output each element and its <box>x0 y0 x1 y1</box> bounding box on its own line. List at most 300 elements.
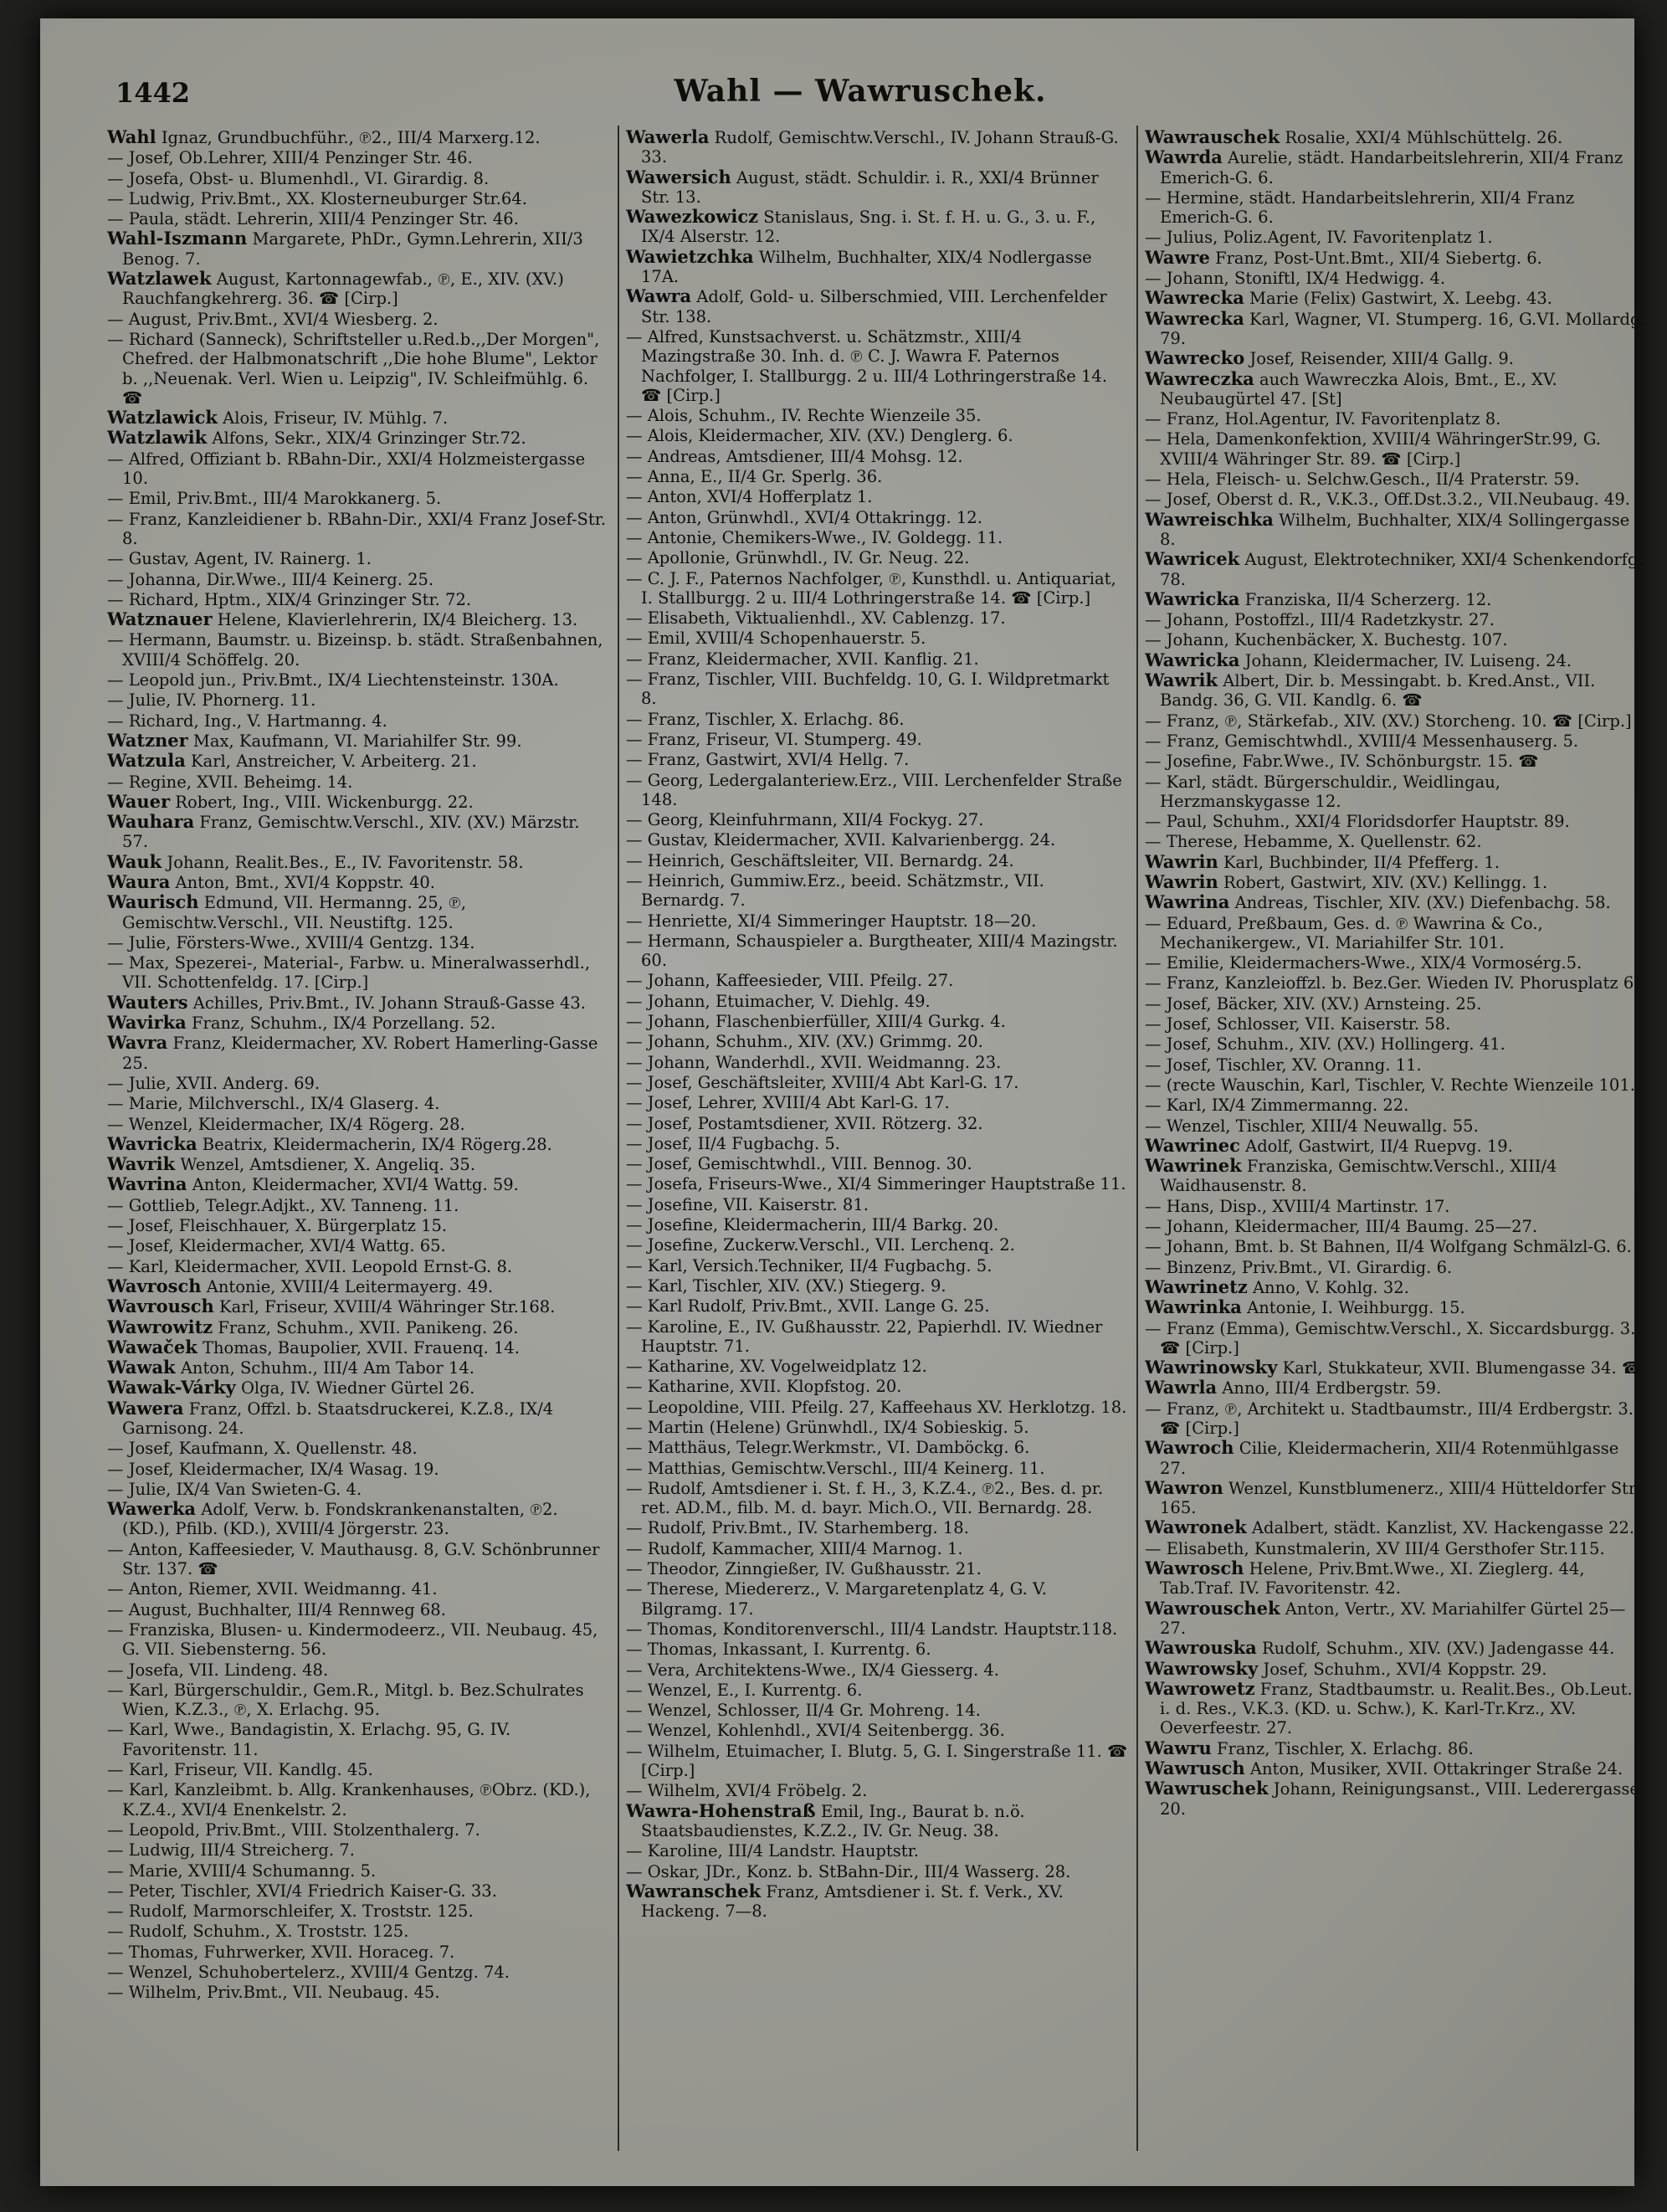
directory-entry <box>1145 549 1647 589</box>
entry-surname: Watznauer <box>107 608 213 630</box>
directory-entry <box>107 509 609 549</box>
entry-details: — Rudolf, Amtsdiener i. St. f. H., 3, K.Z.4., ℗2., Bes. d. pr. ret. AD.M., filb. M. d. bayr. Mich.O., VII. Bernardg. 28. <box>626 1478 1104 1518</box>
entry-surname: Wawrecko <box>1145 347 1245 369</box>
directory-entry <box>107 609 609 629</box>
entry-details: — Josef, Tischler, XV. Oranng. 11. <box>1145 1055 1422 1075</box>
entry-surname: Wawerla <box>626 127 710 147</box>
entry-details: Beatrix, Kleidermacherin, IX/4 Rögerg.28. <box>202 1134 552 1154</box>
directory-entry <box>107 548 609 568</box>
entry-surname: Wavirka <box>107 1012 187 1034</box>
directory-entry <box>626 1660 1128 1680</box>
entry-details: Margarete, PhDr., Gymn.Lehrerin, XII/3 Benog. 7. <box>122 229 583 269</box>
directory-entry <box>626 486 1128 506</box>
entry-details: — Johanna, Dir.Wwe., III/4 Keinerg. 25. <box>107 569 434 589</box>
entry-surname: Wawrowetz <box>1145 1677 1255 1699</box>
directory-entry <box>107 1680 609 1720</box>
entry-details: — Vera, Architektens-Wwe., IX/4 Giesserg. 4. <box>626 1660 999 1680</box>
directory-entry <box>107 690 609 710</box>
entry-details: — Richard, Ing., V. Hartmanng. 4. <box>107 711 387 731</box>
entry-details: Josef, Reisender, XIII/4 Gallg. 9. <box>1249 349 1514 369</box>
entry-surname: Wauer <box>107 790 171 812</box>
entry-surname: Wawrik <box>1145 670 1218 691</box>
directory-entry <box>107 1276 609 1296</box>
entry-details: — Rudolf, Schuhm., X. Troststr. 125. <box>107 1922 409 1942</box>
entry-surname: Wawezkowicz <box>626 206 759 228</box>
entry-details: Karl, Wagner, VI. Stumperg. 16, G.VI. Mollardg. 79. <box>1160 309 1646 348</box>
directory-entry <box>107 629 609 670</box>
directory-entry <box>107 1901 609 1921</box>
entry-surname: Wawrosch <box>1145 1558 1244 1579</box>
entry-details: Ignaz, Grundbuchführ., ℗2., III/4 Marxerg.12. <box>161 128 541 147</box>
directory-entry <box>1145 429 1647 469</box>
entry-details: — Franz, ℗, Architekt u. Stadtbaumstr., III/4 Erdbergstr. 3. ☎ [Cirp.] <box>1145 1399 1634 1438</box>
directory-entry <box>626 1356 1128 1376</box>
directory-entry <box>626 1840 1128 1860</box>
directory-entry <box>626 1680 1128 1700</box>
directory-entry <box>1145 811 1647 831</box>
entry-surname: Wawak <box>107 1357 176 1378</box>
entry-details: — Wenzel, E., I. Kurrentg. 6. <box>626 1680 863 1700</box>
entry-details: — Karl, Tischler, XIV. (XV.) Stiegerg. 9. <box>626 1275 946 1296</box>
entry-details: — Alfred, Offiziant b. RBahn-Dir., XXI/4 Holzmeistergasse 10. <box>107 449 586 489</box>
directory-entry <box>107 1013 609 1033</box>
directory-entry <box>1145 711 1647 731</box>
entry-details: — Richard (Sanneck), Schriftsteller u.Red.b.,,Der Morgen", Chefred. der Halbmonatschrift ,,Die hohe Blume", Lektor b. ,,Neuenak. Verl. Wien u. Leipzig", IV. Schleifmühlg. 6. ☎ <box>107 329 600 408</box>
directory-entry <box>107 1962 609 1982</box>
entry-details: — Emilie, Kleidermachers-Wwe., XIX/4 Vormosérg.5. <box>1145 953 1582 973</box>
directory-entry <box>626 527 1128 547</box>
directory-entry <box>1145 872 1647 892</box>
directory-entry <box>107 1093 609 1113</box>
directory-entry <box>107 1033 609 1073</box>
entry-details: — Apollonie, Grünwhdl., IV. Gr. Neug. 22. <box>626 548 970 568</box>
entry-details: — Johann, Wanderhdl., XVII. Weidmanng. 23. <box>626 1052 1002 1072</box>
entry-surname: Wawreczka <box>1145 367 1254 389</box>
entry-details: — Franz, Gemischtwhdl., XVIII/4 Messenhauserg. 5. <box>1145 731 1579 751</box>
entry-details: — Johann, Postoffzl., III/4 Radetzkystr. 27. <box>1145 610 1495 630</box>
entry-details: — Leopoldine, VIII. Pfeilg. 27, Kaffeehaus XV. Herklotzg. 18. <box>626 1397 1127 1417</box>
entry-surname: Waurisch <box>107 891 199 913</box>
directory-entry <box>626 1538 1128 1558</box>
page-header <box>99 69 1622 119</box>
directory-entry <box>626 1741 1128 1781</box>
directory-column-1 <box>107 127 609 2153</box>
directory-entry <box>1145 1538 1647 1558</box>
directory-entry <box>1145 408 1647 429</box>
entry-details: Anno, III/4 Erdbergstr. 59. <box>1222 1378 1442 1399</box>
entry-details: — Josefa, Obst- u. Blumenhdl., VI. Girardig. 8. <box>107 168 490 188</box>
entry-details: — Franz, Kleidermacher, XVII. Kanflig. 21. <box>626 649 979 669</box>
entry-details: — Oskar, JDr., Konz. b. StBahn-Dir., III/4 Wasserg. 28. <box>626 1861 1071 1881</box>
entry-surname: Wawrecka <box>1145 307 1244 329</box>
directory-entry <box>107 1881 609 1901</box>
directory-entry <box>107 993 609 1013</box>
directory-entry <box>626 709 1128 729</box>
directory-entry <box>1145 268 1647 288</box>
entry-details: — Johann, Schuhm., XIV. (XV.) Grimmg. 20. <box>626 1032 983 1052</box>
directory-entry <box>626 1801 1128 1841</box>
directory-entry <box>107 1337 609 1357</box>
entry-details: Johann, Realit.Bes., E., IV. Favoritenstr. 58. <box>167 852 524 872</box>
entry-details: Andreas, Tischler, XIV. (XV.) Diefenbachg. 58. <box>1234 893 1611 913</box>
directory-entry <box>626 247 1128 287</box>
directory-entry <box>626 1437 1128 1457</box>
entry-details: Adolf, Verw. b. Fondskrankenanstalten, ℗2. (KD.), Pfilb. (KD.), XVIII/4 Jörgerstr. 23. <box>122 1500 558 1539</box>
entry-surname: Watzula <box>107 750 186 772</box>
directory-entry <box>107 1499 609 1539</box>
entry-details: — Emil, Priv.Bmt., III/4 Marokkanerg. 5. <box>107 489 442 509</box>
page-number: 1442 <box>115 77 191 109</box>
directory-entry <box>626 870 1128 911</box>
directory-entry <box>107 1357 609 1378</box>
entry-details: — Josef, Schuhm., XIV. (XV.) Hollingerg. 41. <box>1145 1034 1505 1055</box>
entry-surname: Wawroch <box>1145 1437 1234 1459</box>
entry-details: — Matthäus, Telegr.Werkmstr., VI. Damböckg. 6. <box>626 1438 1030 1458</box>
directory-entry <box>626 1780 1128 1800</box>
entry-details: — Hermine, städt. Handarbeitslehrerin, XII/4 Franz Emerich-G. 6. <box>1145 187 1575 228</box>
directory-entry <box>1145 731 1647 751</box>
entry-surname: Wavrousch <box>107 1296 214 1317</box>
directory-entry <box>107 1235 609 1255</box>
entry-surname: Wawronek <box>1145 1517 1247 1538</box>
directory-entry <box>626 1881 1128 1922</box>
entry-details: — Ludwig, III/4 Streicherg. 7. <box>107 1840 355 1860</box>
entry-details: — Peter, Tischler, XVI/4 Friedrich Kaiser-G. 33. <box>107 1881 497 1901</box>
directory-entry <box>626 446 1128 466</box>
entry-details: — Franziska, Blusen- u. Kindermodeerz., VII. Neubaug. 45, G. VII. Siebensterng. 56. <box>107 1619 598 1660</box>
directory-entry <box>1145 127 1647 147</box>
directory-entry <box>107 188 609 208</box>
entry-details: — Wilhelm, Priv.Bmt., VII. Neubaug. 45. <box>107 1983 440 2003</box>
directory-entry <box>1145 1116 1647 1136</box>
directory-entry <box>107 1399 609 1439</box>
directory-entry <box>626 1255 1128 1275</box>
entry-details: Helene, Klavierlehrerin, IX/4 Bleicherg. 13. <box>217 610 578 630</box>
directory-entry <box>1145 510 1647 550</box>
entry-details: — Paula, städt. Lehrerin, XIII/4 Penzinger Str. 46. <box>107 209 519 229</box>
entry-surname: Wawak-Várky <box>107 1377 236 1399</box>
entry-details: — Karl, Wwe., Bandagistin, X. Erlachg. 95, G. IV. Favoritenstr. 11. <box>107 1720 511 1759</box>
directory-entry <box>107 1256 609 1276</box>
entry-surname: Wawre <box>1145 246 1210 268</box>
directory-entry <box>107 1459 609 1479</box>
directory-entry <box>1145 1758 1647 1778</box>
entry-details: — Karl, Friseur, VII. Kandlg. 45. <box>107 1760 373 1780</box>
directory-entry <box>107 449 609 489</box>
entry-details: — Josef, Ob.Lehrer, XIII/4 Penzinger Str. 46. <box>107 148 473 168</box>
directory-entry <box>1145 1558 1647 1599</box>
directory-entry <box>626 829 1128 849</box>
entry-details: — Elisabeth, Viktualienhdl., XV. Cablenzg. 17. <box>626 608 1006 629</box>
entry-surname: Wawrauschek <box>1145 127 1280 147</box>
directory-page <box>40 18 1646 2186</box>
directory-entry <box>626 1619 1128 1639</box>
entry-details: — C. J. F., Paternos Nachfolger, ℗, Kunsthdl. u. Antiquariat, I. Stallburgg. 2 u. III/4 Lothringerstraße 14. ☎ [Cirp.] <box>626 568 1116 608</box>
directory-entry <box>107 1378 609 1398</box>
directory-entry <box>1145 1136 1647 1156</box>
directory-entry <box>626 1478 1128 1518</box>
entry-surname: Watzlawik <box>107 427 208 449</box>
entry-details: — Josef, Schlosser, VII. Kaiserstr. 58. <box>1145 1014 1451 1034</box>
entry-details: Karl, Stukkateur, XVII. Blumengasse 34. ☎ <box>1282 1358 1643 1378</box>
directory-entry <box>107 1719 609 1759</box>
entry-surname: Wawrinek <box>1145 1155 1242 1177</box>
directory-entry <box>626 1092 1128 1112</box>
directory-entry <box>107 488 609 508</box>
entry-details: Franziska, II/4 Scherzerg. 12. <box>1244 589 1492 609</box>
directory-entry <box>626 970 1128 990</box>
entry-details: — Rudolf, Priv.Bmt., IV. Starhemberg. 18. <box>626 1518 969 1538</box>
entry-details: Albert, Dir. b. Messingabt. b. Kred.Anst., VII. Bandg. 36, G. VII. Kandlg. 6. ☎ <box>1160 671 1596 711</box>
entry-details: — (recte Wauschin, Karl, Tischler, V. Rechte Wienzeile 101. <box>1145 1075 1635 1095</box>
entry-details: Karl, Buchbinder, II/4 Pfefferg. 1. <box>1223 852 1500 872</box>
entry-details: — Josef, Postamtsdiener, XVII. Rötzerg. 32. <box>626 1113 983 1133</box>
entry-details: — Regine, XVII. Beheimg. 14. <box>107 772 353 792</box>
entry-details: Karl, Friseur, XVIII/4 Währinger Str.168. <box>219 1297 556 1317</box>
directory-entry <box>1145 629 1647 649</box>
entry-details: — Karl, Kanzleibmt. b. Allg. Krankenhauses, ℗Obrz. (KD.), K.Z.4., XVI/4 Enenkelstr. 2. <box>107 1780 591 1819</box>
entry-details: — Josef, Geschäftsleiter, XVIII/4 Abt Karl-G. 17. <box>626 1072 1019 1092</box>
entry-details: Franz, Gemischtw.Verschl., XIV. (XV.) Märzstr. 57. <box>122 813 580 852</box>
entry-details: Alfons, Sekr., XIX/4 Grinzinger Str.72. <box>212 429 526 449</box>
directory-entry <box>107 168 609 188</box>
directory-entry <box>626 1639 1128 1659</box>
entry-surname: Wawrinowsky <box>1145 1357 1278 1378</box>
entry-details: Franz, Kleidermacher, XV. Robert Hamerling-Gasse 25. <box>122 1034 598 1073</box>
entry-surname: Wawrowitz <box>107 1316 213 1337</box>
directory-entry <box>626 167 1128 208</box>
directory-entry <box>107 228 609 269</box>
entry-details: — Franz, Friseur, VI. Stumperg. 49. <box>626 729 922 749</box>
directory-column-3 <box>1145 127 1647 2153</box>
entry-details: — Wenzel, Schlosser, II/4 Gr. Mohreng. 14. <box>626 1701 981 1721</box>
entry-details: August, Elektrotechniker, XXI/4 Schenkendorfg. 78. <box>1160 550 1644 589</box>
directory-entry <box>107 1539 609 1579</box>
directory-entry <box>107 1317 609 1337</box>
directory-entry <box>626 1376 1128 1396</box>
entry-details: Max, Kaufmann, VI. Mariahilfer Str. 99. <box>192 731 522 751</box>
entry-details: — Thomas, Konditorenverschl., III/4 Landstr. Hauptstr.118. <box>626 1619 1118 1639</box>
entry-details: Edmund, VII. Hermanng. 25, ℗, Gemischtw.Verschl., VII. Neustiftg. 125. <box>122 893 467 932</box>
directory-entry <box>626 1397 1128 1417</box>
directory-entry <box>626 405 1128 425</box>
directory-entry <box>1145 1638 1647 1658</box>
entry-details: Stanislaus, Sng. i. St. f. H. u. G., 3. u. F., IX/4 Alserstr. 12. <box>641 208 1096 247</box>
directory-entry <box>1145 609 1647 629</box>
directory-entry <box>107 1195 609 1215</box>
directory-entry <box>107 892 609 932</box>
directory-entry <box>626 628 1128 648</box>
directory-entry <box>107 269 609 309</box>
entry-details: — Thomas, Inkassant, I. Kurrentg. 6. <box>626 1640 931 1660</box>
entry-surname: Wawra-Hohenstraß <box>626 1799 816 1821</box>
entry-details: — Josef, Bäcker, XIV. (XV.) Arnsteing. 25. <box>1145 993 1482 1014</box>
entry-details: — Anton, Grünwhdl., XVI/4 Ottakringg. 12. <box>626 507 982 527</box>
entry-surname: Wawron <box>1145 1476 1223 1498</box>
entry-details: Franz, Schuhm., XVII. Panikeng. 26. <box>218 1317 519 1337</box>
entry-details: — Johann, Flaschenbierfüller, XIII/4 Gurkg. 4. <box>626 1012 1006 1032</box>
entry-details: — Wenzel, Kleidermacher, IX/4 Rögerg. 28. <box>107 1114 465 1134</box>
entry-details: Franz, Stadtbaumstr. u. Realit.Bes., Ob.Leut. i. d. Res., V.K.3. (KD. u. Schw.), K. Karl-Tr.Krz., XV. Oeverfeestr. 27. <box>1160 1679 1633 1738</box>
entry-details: — Wenzel, Schuhobertelerz., XVIII/4 Gentzg. 74. <box>107 1963 510 1983</box>
directory-entry <box>1145 1034 1647 1054</box>
directory-entry <box>626 1700 1128 1720</box>
directory-entry <box>626 286 1128 326</box>
entry-details: — Karl, Versich.Techniker, II/4 Fugbachg. 5. <box>626 1255 993 1275</box>
entry-details: Franz, Amtsdiener i. St. f. Verk., XV. Hackeng. 7—8. <box>641 1881 1064 1922</box>
directory-entry <box>626 1296 1128 1316</box>
directory-entry <box>1145 1778 1647 1819</box>
entry-details: — Katharine, XV. Vogelweidplatz 12. <box>626 1357 927 1377</box>
directory-entry <box>107 1134 609 1154</box>
entry-surname: Wawrinka <box>1145 1296 1242 1318</box>
entry-surname: Wauk <box>107 850 162 872</box>
entry-details: Antonie, XVIII/4 Leitermayerg. 49. <box>206 1276 494 1296</box>
entry-details: — Wenzel, Kohlenhdl., XVI/4 Seitenbergg. 36. <box>626 1721 1005 1741</box>
entry-details: — Wilhelm, XVI/4 Fröbelg. 2. <box>626 1781 868 1801</box>
entry-surname: Wavrosch <box>107 1275 202 1296</box>
entry-surname: Wahl-Iszmann <box>107 228 248 249</box>
entry-surname: Wawaček <box>107 1336 197 1357</box>
entry-details: — Hermann, Baumstr. u. Bizeinsp. b. städt. Straßenbahnen, XVIII/4 Schöffelg. 20. <box>107 630 603 670</box>
entry-details: Wilhelm, Buchhalter, XIX/4 Sollingergasse 8. <box>1160 510 1630 549</box>
directory-entry <box>626 425 1128 445</box>
entry-details: — Marie, XVIII/4 Schumanng. 5. <box>107 1860 377 1881</box>
directory-entry <box>107 1982 609 2002</box>
entry-details: — Martin (Helene) Grünwhdl., IX/4 Sobieskig. 5. <box>626 1418 1029 1437</box>
entry-surname: Wavra <box>107 1032 168 1054</box>
entry-details: — Franz, Tischler, X. Erlachg. 86. <box>626 709 905 729</box>
directory-entry <box>626 326 1128 405</box>
directory-entry <box>1145 147 1647 187</box>
entry-surname: Wawrouschek <box>1145 1597 1280 1619</box>
directory-entry <box>1145 1257 1647 1277</box>
directory-entry <box>626 1316 1128 1357</box>
entry-details: — Anton, Riemer, XVII. Weidmanng. 41. <box>107 1579 438 1599</box>
entry-details: — August, Buchhalter, III/4 Rennweg 68. <box>107 1599 446 1619</box>
entry-details: Franz, Offzl. b. Staatsdruckerei, K.Z.8., IX/4 Garnisong. 24. <box>122 1399 554 1438</box>
directory-entry <box>626 1214 1128 1234</box>
entry-details: — Josefine, Fabr.Wwe., IV. Schönburgstr. 15. ☎ <box>1145 752 1539 772</box>
directory-entry <box>107 1660 609 1680</box>
directory-entry <box>626 1133 1128 1153</box>
directory-entry <box>626 1011 1128 1031</box>
entry-details: — Josefa, Friseurs-Wwe., XI/4 Simmeringer Hauptstraße 11. <box>626 1174 1126 1194</box>
directory-entry <box>107 670 609 690</box>
entry-details: Aurelie, städt. Handarbeitslehrerin, XII/4 Franz Emerich-G. 6. <box>1160 148 1623 187</box>
directory-entry <box>1145 1277 1647 1297</box>
entry-surname: Wavrik <box>107 1153 176 1175</box>
directory-entry <box>107 1860 609 1881</box>
entry-details: — Heinrich, Geschäftsleiter, VII. Bernardg. 24. <box>626 850 1014 870</box>
entry-details: — Eduard, Preßbaum, Ges. d. ℗ Wawrina & Co., Mechanikergew., VI. Mariahilfer Str. 101. <box>1145 913 1543 952</box>
directory-entry <box>1145 1055 1647 1075</box>
directory-entry <box>626 809 1128 829</box>
column-divider <box>618 126 619 2151</box>
entry-details: — Anton, XVI/4 Hofferplatz 1. <box>626 487 873 507</box>
entry-surname: Wavricka <box>107 1132 197 1154</box>
entry-details: — Hermann, Schauspieler a. Burgtheater, XIII/4 Mazingstr. 60. <box>626 931 1118 971</box>
entry-surname: Wawrowsky <box>1145 1657 1259 1679</box>
entry-details: — Leopold, Priv.Bmt., VIII. Stolzenthalerg. 7. <box>107 1819 480 1840</box>
entry-details: — Karoline, E., IV. Gußhausstr. 22, Papierhdl. IV. Wiedner Hauptstr. 71. <box>626 1316 1103 1356</box>
entry-details: — Josef, Kaufmann, X. Quellenstr. 48. <box>107 1439 418 1459</box>
entry-details: Karl, Anstreicher, V. Arbeiterg. 21. <box>191 752 477 772</box>
directory-entry <box>626 770 1128 810</box>
entry-surname: Wavrina <box>107 1173 187 1195</box>
directory-entry <box>626 507 1128 527</box>
directory-entry <box>1145 1478 1647 1518</box>
directory-entry <box>1145 952 1647 973</box>
entry-details: — August, Priv.Bmt., XVI/4 Wiesberg. 2. <box>107 309 439 329</box>
entry-details: — Elisabeth, Kunstmalerin, XV III/4 Gersthofer Str.115. <box>1145 1538 1605 1558</box>
directory-entry <box>107 1819 609 1840</box>
entry-surname: Wawietzchka <box>626 245 754 267</box>
entry-details: Anton, Kleidermacher, XVI/4 Wattg. 59. <box>192 1175 519 1195</box>
entry-surname: Watzner <box>107 729 188 751</box>
directory-entry <box>626 749 1128 769</box>
entry-details: — Alfred, Kunstsachverst. u. Schätzmstr., XIII/4 Mazingstraße 30. Inh. d. ℗ C. J. Wawra F. Paternos Nachfolger, I. Stallburgg. 2 u. III/4 Lothringerstraße 14. ☎ [Cirp.] <box>626 326 1108 405</box>
entry-details: Adolf, Gold- u. Silberschmied, VIII. Lerchenfelder Str. 138. <box>641 287 1107 326</box>
directory-entry <box>626 1720 1128 1740</box>
entry-details: — Julie, IX/4 Van Swieten-G. 4. <box>107 1479 362 1499</box>
directory-entry <box>107 1174 609 1194</box>
entry-details: Olga, IV. Wiedner Gürtel 26. <box>240 1378 475 1399</box>
directory-entry <box>107 1154 609 1174</box>
entry-details: — Karl, Bürgerschuldir., Gem.R., Mitgl. b. Bez.Schulrates Wien, K.Z.3., ℗, X. Erlachg. 95. <box>107 1680 584 1720</box>
entry-surname: Wawricek <box>1145 548 1240 570</box>
directory-entry <box>1145 309 1647 349</box>
entry-details: August, Kartonnagewfab., ℗, E., XIV. (XV.) Rauchfangkehrerg. 36. ☎ [Cirp.] <box>122 269 564 309</box>
directory-entry <box>626 850 1128 870</box>
entry-details: — Rudolf, Kammacher, XIII/4 Marnog. 1. <box>626 1538 963 1558</box>
directory-entry <box>107 408 609 428</box>
directory-entry <box>1145 227 1647 247</box>
entry-surname: Wawrda <box>1145 146 1223 168</box>
entry-details: — Hela, Damenkonfektion, XVIII/4 WähringerStr.99, G. XVIII/4 Währinger Str. 89. ☎ [Cirp.] <box>1145 429 1601 469</box>
entry-surname: Wauters <box>107 991 188 1013</box>
entry-details: — Paul, Schuhm., XXI/4 Floridsdorfer Hauptstr. 89. <box>1145 812 1570 832</box>
directory-entry <box>626 207 1128 247</box>
directory-entry <box>626 1275 1128 1296</box>
directory-entry <box>107 208 609 228</box>
entry-surname: Wawruschek <box>1145 1778 1269 1799</box>
directory-entry <box>1145 1156 1647 1196</box>
entry-details: Emil, Ing., Baurat b. n.ö. Staatsbaudienstes, K.Z.2., IV. Gr. Neug. 38. <box>641 1801 1025 1840</box>
directory-entry <box>626 1113 1128 1133</box>
directory-entry <box>1145 1014 1647 1034</box>
directory-entry <box>1145 1378 1647 1398</box>
entry-details: — Matthias, Gemischtw.Verschl., III/4 Keinerg. 11. <box>626 1458 1045 1478</box>
directory-entry <box>626 1417 1128 1437</box>
entry-details: — Karl, städt. Bürgerschuldir., Weidlingau, Herzmanskygasse 12. <box>1145 772 1500 811</box>
directory-entry <box>1145 1318 1647 1358</box>
directory-entry <box>107 872 609 892</box>
directory-entry <box>1145 288 1647 308</box>
entry-details: Marie (Felix) Gastwirt, X. Leebg. 43. <box>1249 289 1553 309</box>
entry-surname: Wahl <box>107 127 156 147</box>
entry-details: — Julius, Poliz.Agent, IV. Favoritenplatz 1. <box>1145 228 1493 248</box>
entry-details: Franziska, Gemischtw.Verschl., XIII/4 Waidhausenstr. 8. <box>1160 1157 1557 1196</box>
directory-entry <box>107 772 609 792</box>
entry-details: — Antonie, Chemikers-Wwe., IV. Goldegg. 11. <box>626 527 1003 547</box>
entry-details: — Anna, E., II/4 Gr. Sperlg. 36. <box>626 467 883 487</box>
entry-details: — Thomas, Fuhrwerker, XVII. Horaceg. 7. <box>107 1942 455 1962</box>
directory-entry <box>626 1234 1128 1255</box>
entry-details: — Josef, Fleischhauer, X. Bürgerplatz 15. <box>107 1216 448 1236</box>
entry-details: Franz, Schuhm., IX/4 Porzellang. 52. <box>191 1014 496 1034</box>
entry-surname: Wawricka <box>1145 588 1240 609</box>
